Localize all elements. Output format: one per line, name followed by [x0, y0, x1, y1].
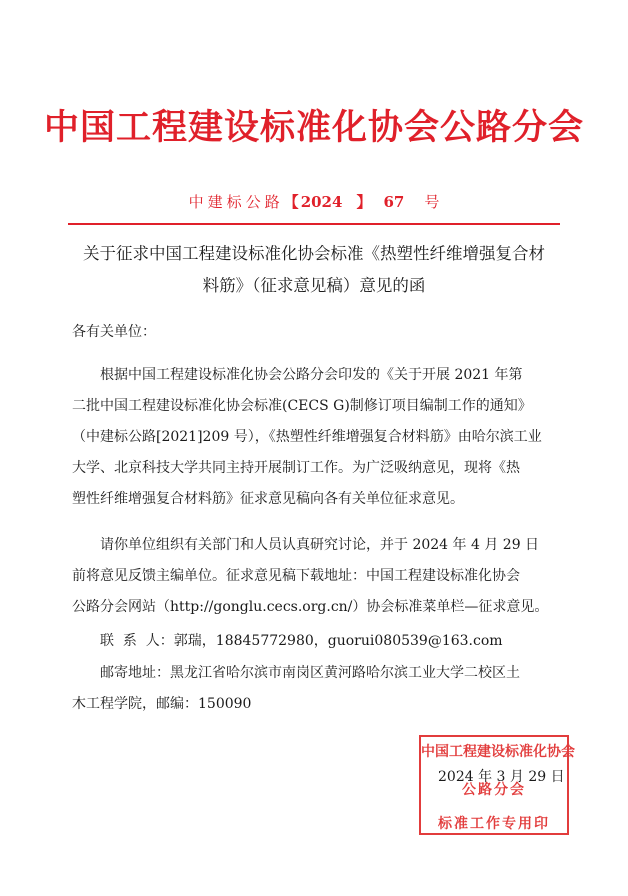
- paragraph-1: [72, 360, 552, 515]
- doc-number-bracket-open: 【: [283, 193, 299, 211]
- paragraph-line: 塑性纤维增强复合材料筋》征求意见稿向各有关单位征求意见。: [72, 491, 464, 507]
- seal-branch-name: 公路分会: [462, 782, 526, 798]
- address-line: 木工程学院，邮编：150090: [72, 696, 252, 712]
- doc-number-value: 67: [383, 193, 405, 211]
- doc-number-year: 2024: [300, 193, 343, 211]
- document-title: [60, 238, 568, 302]
- paragraph-line: 前将意见反馈主编单位。征求意见稿下载地址：中国工程建设标准化协会: [72, 568, 520, 584]
- doc-number-prefix: 中建标公路: [188, 193, 284, 211]
- contact-info: [72, 626, 552, 657]
- paragraph-line: （中建标公路[2021]209 号），《热塑性纤维增强复合材料筋》由哈尔滨工业: [72, 429, 542, 445]
- title-line: 关于征求中国工程建设标准化协会标准《热塑性纤维增强复合材: [83, 244, 545, 263]
- issue-date: 2024 年 3 月 29 日: [438, 769, 565, 785]
- document-number: [0, 191, 628, 212]
- paragraph-2: [72, 530, 552, 623]
- seal-purpose: 标准工作专用印: [438, 816, 550, 832]
- mailing-address: [72, 658, 552, 720]
- org-title: 中国工程建设标准化协会公路分会: [43, 108, 584, 148]
- doc-number-bracket-close: 】: [356, 193, 372, 211]
- paragraph-line: 二批中国工程建设标准化协会标准(CECS G)制修订项目编制工作的通知》: [72, 398, 532, 414]
- doc-number-suffix: 号: [424, 193, 440, 211]
- address-line: 邮寄地址：黑龙江省哈尔滨市南岗区黄河路哈尔滨工业大学二校区土: [100, 665, 520, 681]
- header-divider: [68, 223, 560, 225]
- title-line: 料筋》（征求意见稿）意见的函: [202, 276, 426, 295]
- paragraph-line: 请你单位组织有关部门和人员认真研究讨论，并于 2024 年 4 月 29 日: [100, 537, 540, 553]
- salutation-text: 各有关单位：: [72, 324, 156, 340]
- paragraph-line: 公路分会网站（http://gonglu.cecs.org.cn/）协会标准菜单栏—征求意见。: [72, 599, 549, 615]
- contact-line: 联 系 人：郭瑞，18845772980，guorui080539@163.com: [100, 633, 503, 649]
- seal-org-name: 中国工程建设标准化协会: [421, 744, 575, 760]
- paragraph-line: 大学、北京科技大学共同主持开展制订工作。为广泛吸纳意见，现将《热: [72, 460, 520, 476]
- paragraph-line: 根据中国工程建设标准化协会公路分会印发的《关于开展 2021 年第: [100, 367, 523, 383]
- salutation: [72, 317, 552, 348]
